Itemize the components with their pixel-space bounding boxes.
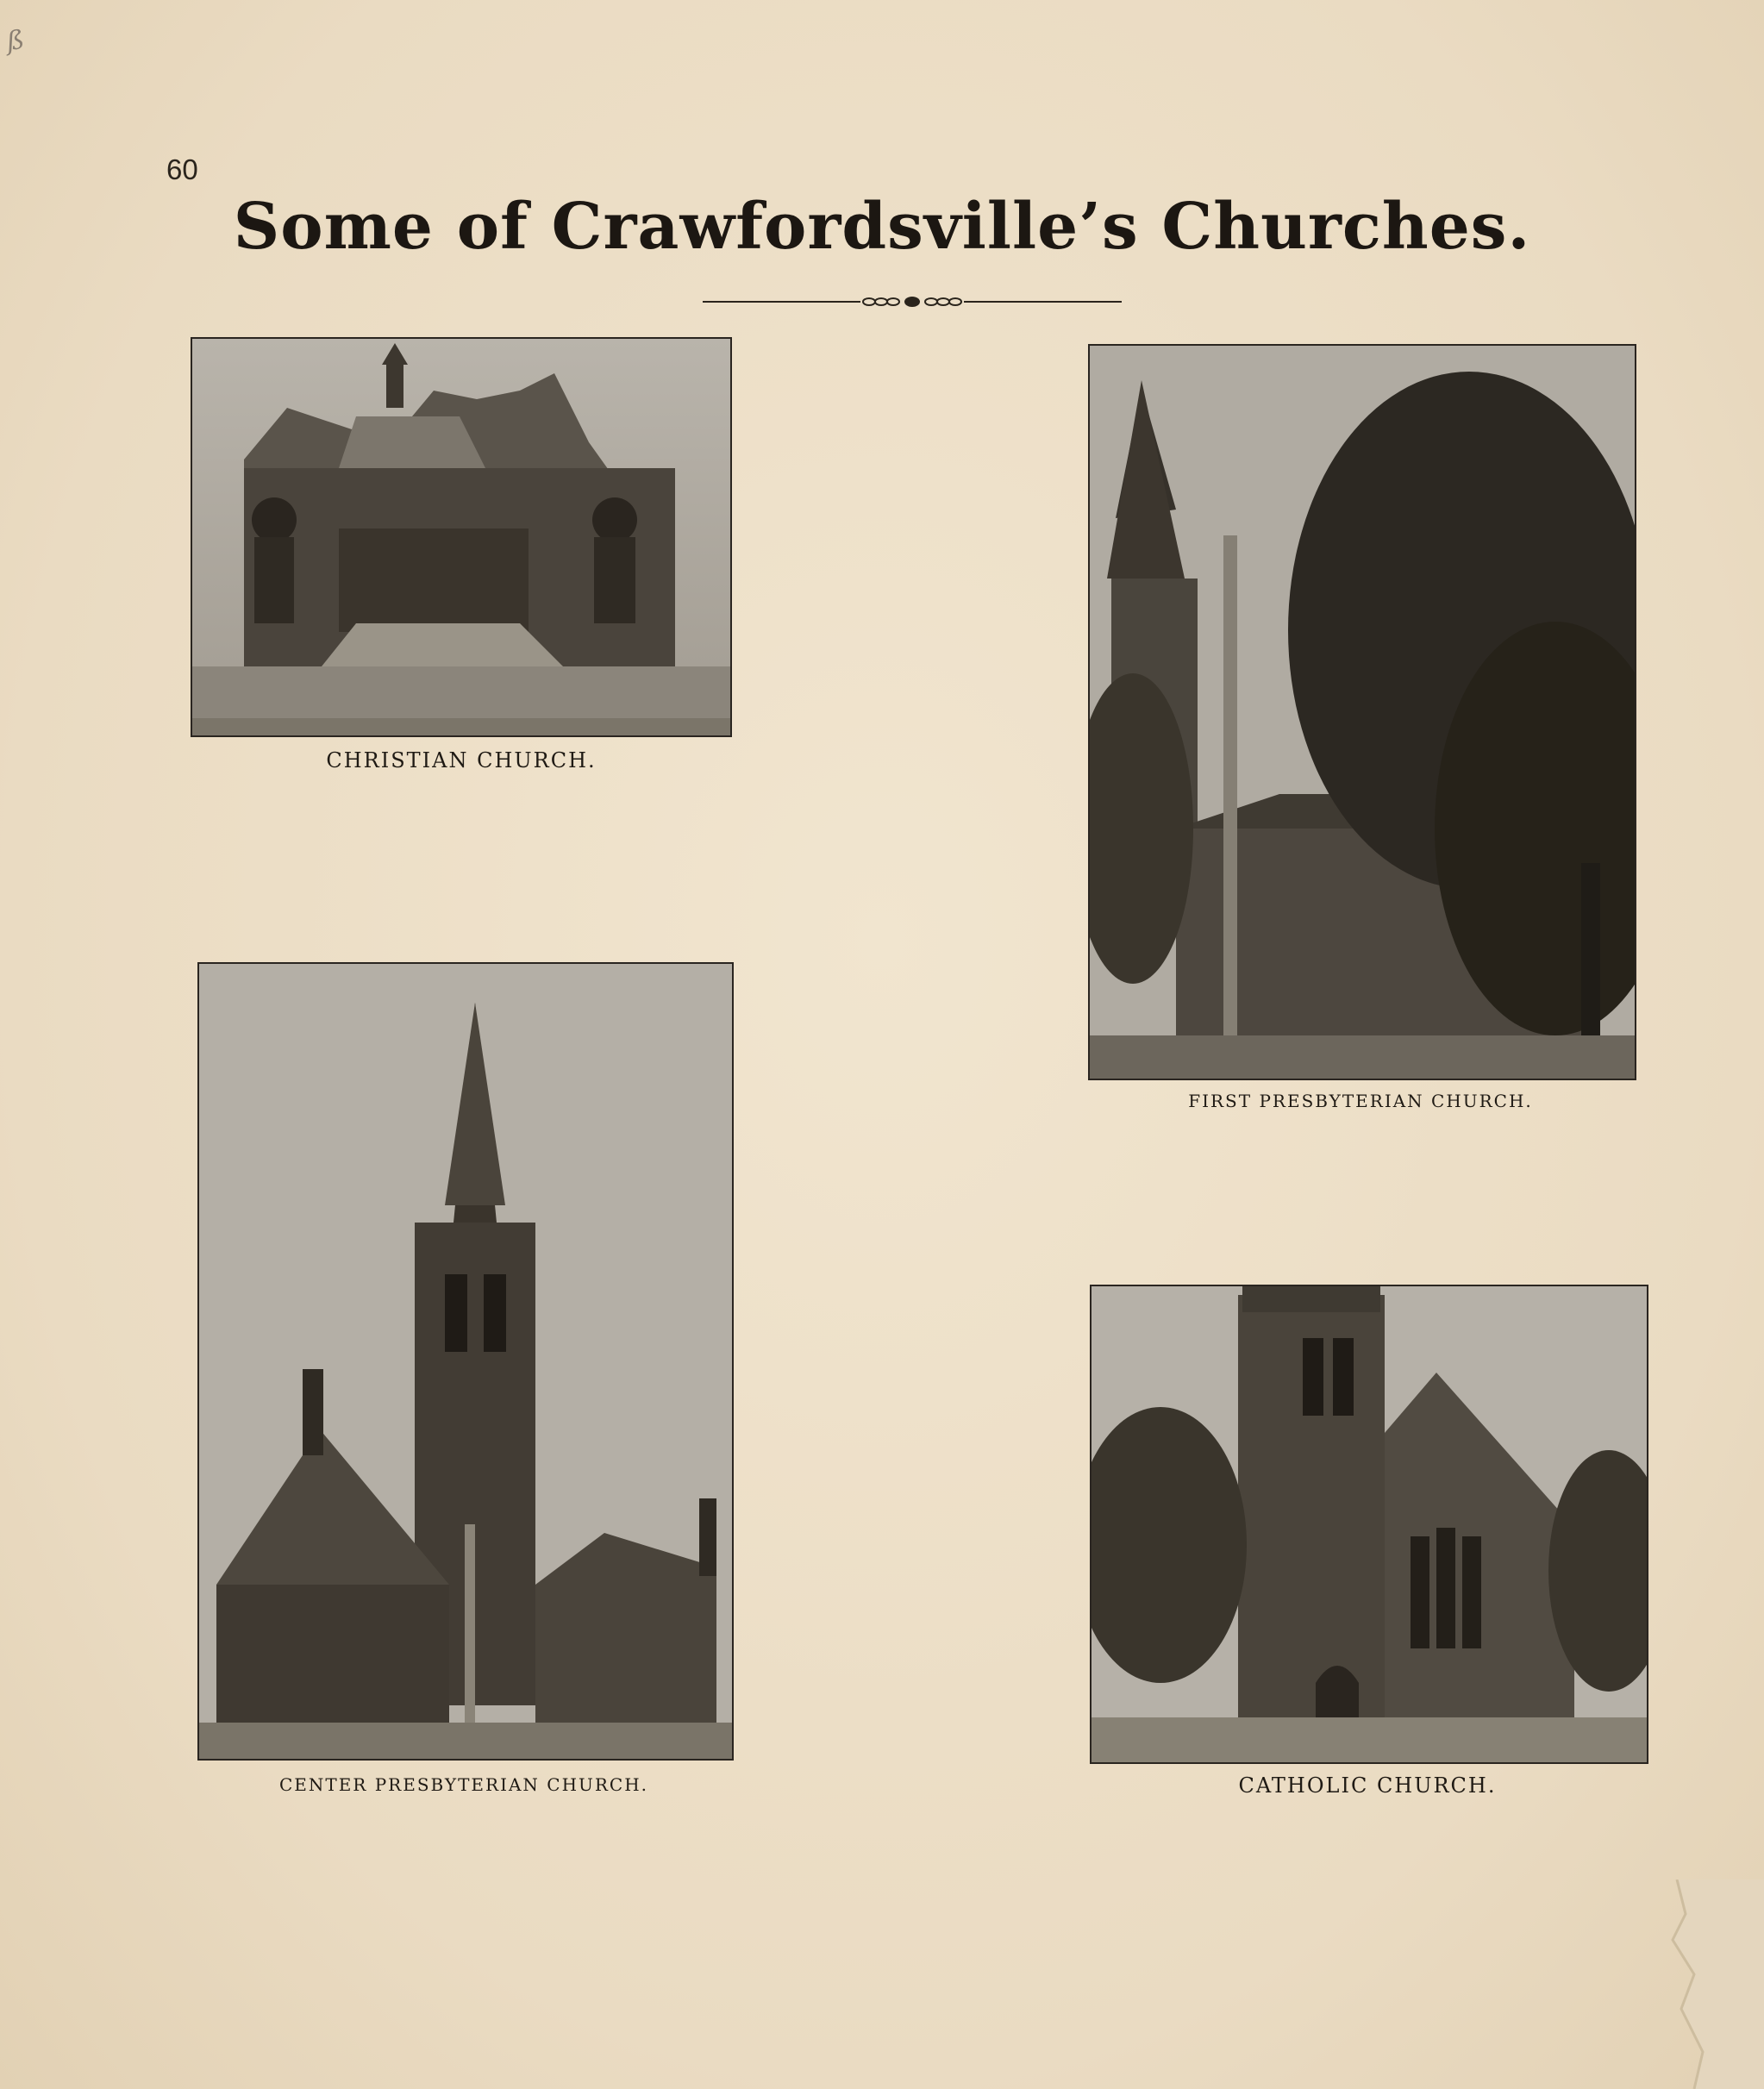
caption-first-presbyterian-church: FIRST PRESBYTERIAN CHURCH. [1188, 1091, 1533, 1111]
margin-note: ß [4, 24, 27, 58]
caption-catholic-church: CATHOLIC CHURCH. [1238, 1773, 1497, 1798]
title-ornament-rule [703, 292, 1122, 311]
caption-christian-church: CHRISTIAN CHURCH. [326, 748, 597, 772]
caption-center-presbyterian-church: CENTER PRESBYTERIAN CHURCH. [278, 1774, 649, 1795]
photo-christian-church [191, 337, 732, 737]
torn-page-corner [1660, 1879, 1764, 2089]
photo-catholic-church [1090, 1285, 1648, 1764]
photo-first-presbyterian-church [1088, 344, 1636, 1080]
page-title: Some of Crawfordsville’s Churches. [233, 190, 1531, 264]
photo-center-presbyterian-church [197, 962, 734, 1761]
page-number: 60 [166, 153, 198, 185]
